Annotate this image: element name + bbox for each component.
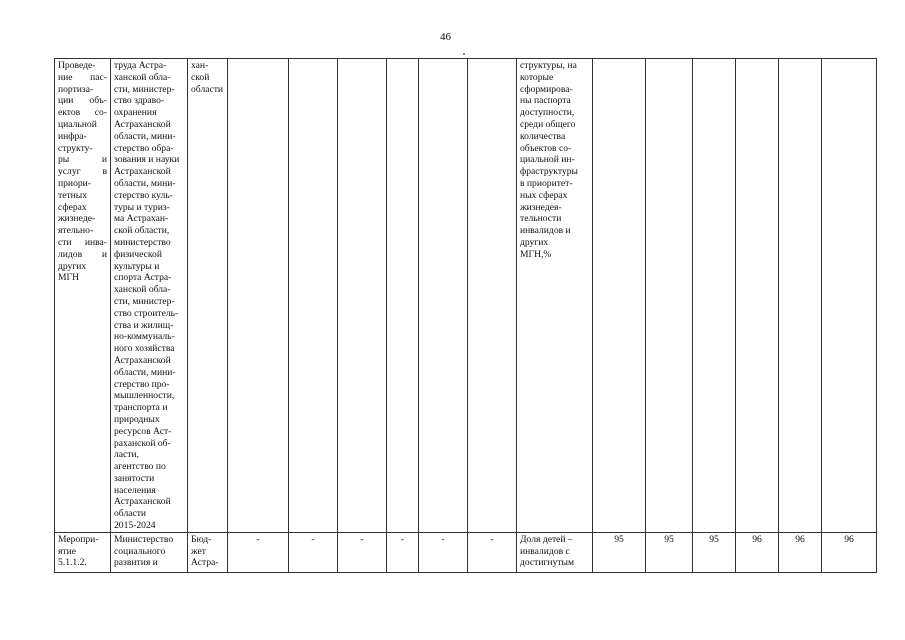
cell-text-line: ской области, bbox=[114, 225, 170, 237]
value-cell: 95 bbox=[593, 532, 646, 572]
cell-text-line: Министерство bbox=[114, 533, 174, 545]
cell-text-line: в приоритет- bbox=[520, 177, 573, 189]
cell-text-line: спорта Астра- bbox=[114, 272, 172, 284]
funding-source-cell bbox=[188, 532, 228, 572]
cell-text-line: охранения bbox=[114, 107, 157, 119]
cell-text-line: ние пас- bbox=[58, 71, 107, 83]
cell-text-line: социального bbox=[114, 545, 166, 557]
event-name-cell bbox=[55, 532, 111, 572]
cell-text-line: Доля детей – bbox=[520, 533, 573, 545]
cell-text-line: фраструктуры bbox=[520, 166, 578, 178]
value-cell: 95 bbox=[646, 532, 693, 572]
value-cell: 96 bbox=[736, 532, 779, 572]
cell-text-line: зования и науки bbox=[114, 154, 180, 166]
dash-cell: - bbox=[289, 532, 338, 572]
cell-text-line: ства и жилищ- bbox=[114, 319, 174, 331]
cell-text-line: МГН,% bbox=[520, 248, 552, 260]
cell-text-line: сферах bbox=[58, 201, 87, 213]
cell-text-line: Астраханской bbox=[114, 166, 171, 178]
dash-cell: - bbox=[387, 532, 419, 572]
cell-text-line: ного хозяйства bbox=[114, 343, 175, 355]
cell-text-line: тельности bbox=[520, 213, 562, 225]
cell-text-line: инфра- bbox=[58, 130, 87, 142]
cell-text-line: ции объ- bbox=[58, 95, 107, 107]
cell-text-line: ных сферах bbox=[520, 189, 568, 201]
cell-text-line: приори- bbox=[58, 177, 91, 189]
cell-text-line: Меропри- bbox=[58, 533, 99, 545]
empty-cell bbox=[228, 59, 289, 533]
cell-text-line: циальной bbox=[58, 118, 97, 130]
cell-text-line: объектов со- bbox=[520, 142, 572, 154]
dash-cell: - bbox=[468, 532, 517, 572]
cell-text-line: области bbox=[114, 508, 147, 520]
cell-text-line: среди общего bbox=[520, 118, 576, 130]
empty-cell bbox=[822, 59, 877, 533]
dash-cell: - bbox=[419, 532, 468, 572]
dash-cell: - bbox=[228, 532, 289, 572]
cell-text-line: Проведе- bbox=[58, 60, 96, 71]
empty-cell bbox=[289, 59, 338, 533]
cell-text-line: которые bbox=[520, 71, 554, 83]
cell-text-line: сти инва- bbox=[58, 236, 107, 248]
cell-text-line: области bbox=[191, 83, 224, 95]
cell-text-line: населения bbox=[114, 484, 156, 496]
cell-text-line: природных bbox=[114, 413, 160, 425]
cell-text-line: культуры и bbox=[114, 260, 160, 272]
cell-text-line: структу- bbox=[58, 142, 93, 154]
cell-text-line: достигнутым bbox=[520, 557, 575, 569]
empty-cell bbox=[736, 59, 779, 533]
page-number: 46 bbox=[440, 31, 451, 43]
cell-text-line: Астраханской bbox=[114, 496, 171, 508]
cell-text-line: туры и туриз- bbox=[114, 201, 170, 213]
cell-text-line: ханской обла- bbox=[114, 284, 171, 296]
cell-text-line: услуг в bbox=[58, 166, 107, 178]
cell-text-line: ятельно- bbox=[58, 225, 94, 237]
empty-cell bbox=[468, 59, 517, 533]
cell-text-line: Астра- bbox=[191, 557, 219, 569]
value-cell: 96 bbox=[779, 532, 822, 572]
cell-text-line: ма Астрахан- bbox=[114, 213, 169, 225]
empty-cell bbox=[779, 59, 822, 533]
empty-cell bbox=[387, 59, 419, 533]
cell-text-line: стерство куль- bbox=[114, 189, 173, 201]
executors-cell bbox=[111, 532, 188, 572]
cell-text-line: ство здраво- bbox=[114, 95, 165, 107]
cell-text-line: ятие bbox=[58, 545, 76, 557]
empty-cell bbox=[646, 59, 693, 533]
cell-text-line: ры и bbox=[58, 154, 107, 166]
value-cell: 95 bbox=[693, 532, 736, 572]
cell-text-line: министерство bbox=[114, 236, 171, 248]
cell-text-line: но-коммуналь- bbox=[114, 331, 175, 343]
empty-cell bbox=[419, 59, 468, 533]
cell-text-line: области, мини- bbox=[114, 130, 176, 142]
cell-text-line: занятости bbox=[114, 472, 155, 484]
cell-text-line: структуры, на bbox=[520, 60, 577, 71]
cell-text-line: области, мини- bbox=[114, 177, 176, 189]
cell-text-line: инвалидов и bbox=[520, 225, 571, 237]
cell-text-line: мышленности, bbox=[114, 390, 175, 402]
cell-text-line: труда Астра- bbox=[114, 60, 167, 71]
funding-source-cell bbox=[188, 59, 228, 533]
cell-text-line: жизнедея- bbox=[520, 201, 562, 213]
cell-text-line: 5.1.1.2. bbox=[58, 557, 87, 569]
cell-text-line: Астраханской bbox=[114, 118, 171, 130]
cell-text-line: раханской об- bbox=[114, 437, 171, 449]
indicator-cell bbox=[517, 532, 593, 572]
cell-text-line: количества bbox=[520, 130, 566, 142]
cell-text-line: хан- bbox=[191, 60, 209, 71]
cell-text-line: стерство обра- bbox=[114, 142, 174, 154]
executors-cell bbox=[111, 59, 188, 533]
cell-text-line: стерство про- bbox=[114, 378, 170, 390]
cell-text-line: ханской обла- bbox=[114, 71, 171, 83]
cell-text-line: сформирова- bbox=[520, 83, 573, 95]
cell-text-line: других bbox=[520, 236, 549, 248]
cell-text-line: сти, министер- bbox=[114, 295, 175, 307]
empty-cell bbox=[338, 59, 387, 533]
cell-text-line: 2015-2024 bbox=[114, 520, 156, 532]
cell-text-line: инвалидов с bbox=[520, 545, 570, 557]
cell-text-line: области, мини- bbox=[114, 366, 176, 378]
cell-text-line: Астраханской bbox=[114, 354, 171, 366]
empty-cell bbox=[693, 59, 736, 533]
cell-text-line: жет bbox=[191, 545, 206, 557]
event-name-cell bbox=[55, 59, 111, 533]
cell-text-line: ны паспорта bbox=[520, 95, 571, 107]
scan-speck bbox=[463, 53, 465, 55]
cell-text-line: других bbox=[58, 260, 87, 272]
value-cell: 96 bbox=[822, 532, 877, 572]
cell-text-line: тетных bbox=[58, 189, 88, 201]
cell-text-line: физической bbox=[114, 248, 162, 260]
cell-text-line: МГН bbox=[58, 272, 80, 284]
cell-text-line: циальной ин- bbox=[520, 154, 575, 166]
table-row bbox=[55, 532, 877, 572]
cell-text-line: ресурсов Аст- bbox=[114, 425, 172, 437]
indicator-cell bbox=[517, 59, 593, 533]
cell-text-line: сти, министер- bbox=[114, 83, 175, 95]
cell-text-line: ство строитель- bbox=[114, 307, 179, 319]
cell-text-line: агентство по bbox=[114, 461, 166, 473]
cell-text-line: ласти, bbox=[114, 449, 140, 461]
cell-text-line: Бюд- bbox=[191, 533, 212, 545]
cell-text-line: транспорта и bbox=[114, 402, 168, 414]
cell-text-line: портиза- bbox=[58, 83, 94, 95]
dash-cell: - bbox=[338, 532, 387, 572]
cell-text-line: жизнеде- bbox=[58, 213, 96, 225]
cell-text-line: ской bbox=[191, 71, 210, 83]
empty-cell bbox=[593, 59, 646, 533]
program-table bbox=[54, 58, 877, 573]
cell-text-line: развития и bbox=[114, 557, 158, 569]
cell-text-line: лидов и bbox=[58, 248, 107, 260]
cell-text-line: доступности, bbox=[520, 107, 575, 119]
cell-text-line: ектов со- bbox=[58, 107, 107, 119]
table-row bbox=[55, 59, 877, 533]
